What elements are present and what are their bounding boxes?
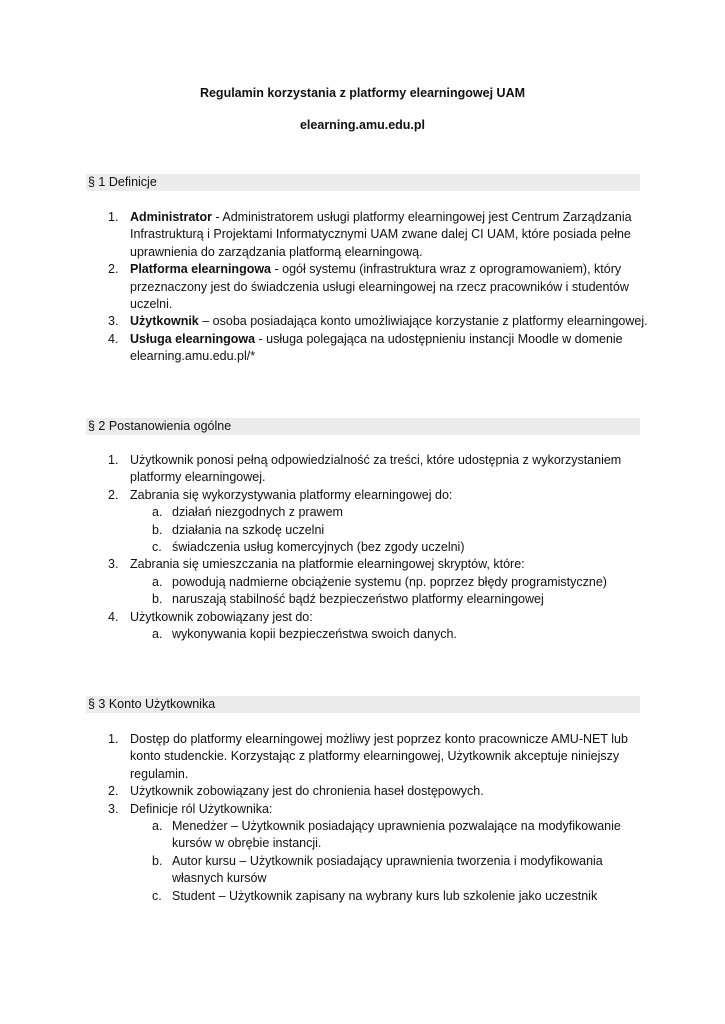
item-number: 2. bbox=[108, 487, 119, 502]
item-number: 3. bbox=[108, 801, 119, 816]
sub-item bbox=[0, 888, 650, 905]
sub-item-text: świadczenia usług komercyjnych (bez zgody uczelni) bbox=[172, 540, 465, 555]
item-text: Użytkownik zobowiązany jest do chronienia haseł dostępowych. bbox=[130, 784, 484, 799]
document-title: Regulamin korzystania z platformy elearningowej UAM bbox=[199, 86, 526, 100]
sub-item-letter: b. bbox=[152, 522, 163, 537]
item-text: - usługa polegająca na udostępnieniu instancji Moodle w domenie elearning.amu.edu.pl/* bbox=[130, 331, 623, 364]
sub-item-letter: a. bbox=[152, 819, 163, 834]
item-term: Użytkownik bbox=[130, 314, 199, 329]
item-text: Użytkownik zobowiązany jest do: bbox=[130, 609, 313, 624]
item-text: Zabrania się umieszczania na platformie elearningowej skryptów, które: bbox=[130, 557, 525, 572]
sub-item bbox=[0, 853, 650, 888]
item-number: 4. bbox=[108, 331, 119, 346]
item-number: 1. bbox=[108, 210, 119, 224]
sub-item-letter: c. bbox=[152, 540, 162, 555]
sub-item bbox=[0, 574, 650, 591]
item-text: – osoba posiadająca konto umożliwiające korzystanie z platformy elearningowej. bbox=[198, 314, 648, 329]
sub-item-letter: a. bbox=[152, 627, 163, 642]
item-text: - Administratorem usługi platformy elearningowej jest Centrum Zarządzania Infrastrukturą i Projektami Informatycznymi UAM zwane dalej CI UAM, które posiada pełne uprawnienia do zarządzania platformą elearningową. bbox=[130, 210, 632, 259]
sub-item bbox=[0, 818, 650, 853]
sub-item bbox=[0, 626, 650, 643]
sub-item-letter: b. bbox=[152, 592, 163, 607]
sub-item-letter: b. bbox=[152, 853, 163, 868]
item-term: Platforma elearningowa bbox=[130, 262, 272, 277]
item-number: 3. bbox=[108, 557, 119, 572]
list-item bbox=[0, 609, 650, 626]
sub-item-text: Menedżer – Użytkownik posiadający uprawnienia pozwalające na modyfikowanie kursów w obrębie instancji. bbox=[172, 819, 621, 851]
sub-item-letter: a. bbox=[152, 574, 163, 589]
sub-item-text: Autor kursu – Użytkownik posiadający uprawnienia tworzenia i modyfikowania własnych kursów bbox=[172, 853, 603, 886]
sub-item bbox=[0, 539, 650, 556]
item-number: 4. bbox=[108, 609, 119, 624]
list-item bbox=[0, 452, 650, 487]
list-item bbox=[0, 261, 650, 313]
sub-item-text: działań niezgodnych z prawem bbox=[172, 505, 343, 520]
item-number: 1. bbox=[108, 453, 119, 467]
list-item bbox=[0, 487, 650, 504]
section-3-list bbox=[0, 731, 725, 905]
list-item bbox=[0, 209, 650, 261]
sub-item-text: wykonywania kopii bezpieczeństwa swoich danych. bbox=[172, 627, 457, 642]
item-text: Dostęp do platformy elearningowej możliwy jest poprzez konto pracownicze AMU-NET lub konto studenckie. Korzystając z platformy elearningowej, Użytkownik akceptuje niniejszy regulamin. bbox=[130, 732, 628, 781]
section-1-list bbox=[0, 209, 725, 366]
item-term: Administrator bbox=[130, 210, 212, 224]
sub-item-text: Student – Użytkownik zapisany na wybrany kurs lub szkolenie jako uczestnik bbox=[172, 888, 598, 903]
sub-item-letter: a. bbox=[152, 505, 163, 520]
list-item bbox=[0, 783, 650, 800]
item-text: Użytkownik ponosi pełną odpowiedzialność za treści, które udostępnia z wykorzystaniem platformy elearningowej. bbox=[130, 453, 622, 485]
item-number: 1. bbox=[108, 732, 119, 746]
sub-item-text: działania na szkodę uczelni bbox=[172, 522, 325, 537]
section-2-heading: § 2 Postanowienia ogólne bbox=[86, 418, 640, 435]
list-item bbox=[0, 331, 650, 366]
item-text: - ogół systemu (infrastruktura wraz z oprogramowaniem), który przeznaczony jest do świadczenia usługi elearningowej na rzecz pracowników i studentów uczelni. bbox=[130, 262, 629, 312]
list-item bbox=[0, 801, 650, 818]
item-number: 2. bbox=[108, 262, 119, 277]
sub-item bbox=[0, 504, 650, 521]
sub-item bbox=[0, 591, 650, 608]
item-term: Usługa elearningowa bbox=[130, 331, 256, 346]
list-item bbox=[0, 313, 650, 330]
document-subtitle: elearning.amu.edu.pl bbox=[299, 118, 426, 132]
section-1-heading: § 1 Definicje bbox=[86, 174, 640, 191]
section-3-heading: § 3 Konto Użytkownika bbox=[86, 696, 640, 713]
list-item bbox=[0, 556, 650, 573]
item-text: Zabrania się wykorzystywania platformy elearningowej do: bbox=[130, 487, 453, 502]
section-2-list bbox=[0, 452, 725, 643]
item-text: Definicje ról Użytkownika: bbox=[130, 801, 273, 816]
sub-item-letter: c. bbox=[152, 888, 162, 903]
sub-item-text: naruszają stabilność bądź bezpieczeństwo platformy elearningowej bbox=[172, 592, 544, 607]
item-number: 3. bbox=[108, 314, 119, 329]
item-number: 2. bbox=[108, 784, 119, 799]
sub-item-text: powodują nadmierne obciążenie systemu (np. poprzez błędy programistyczne) bbox=[172, 574, 607, 589]
sub-item bbox=[0, 522, 650, 539]
list-item bbox=[0, 731, 650, 783]
